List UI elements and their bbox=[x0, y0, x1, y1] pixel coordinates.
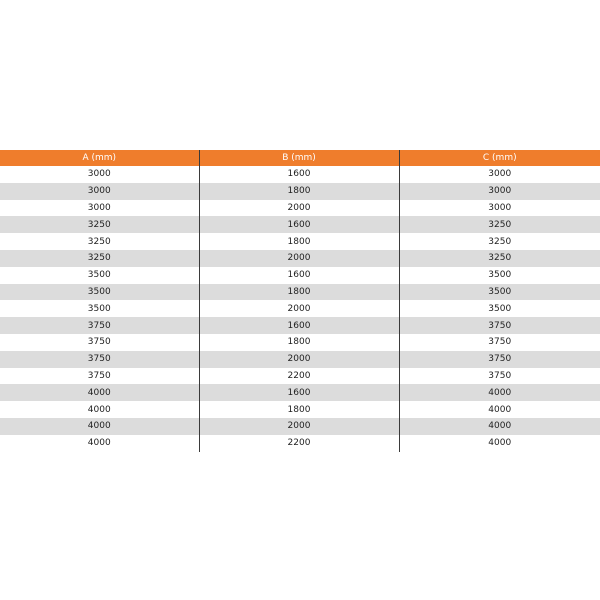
cell-b: 1600 bbox=[199, 384, 399, 401]
table-header bbox=[0, 150, 600, 166]
header-b: B (mm) bbox=[199, 150, 399, 166]
cell-a: 4000 bbox=[0, 435, 199, 452]
cell-c: 3500 bbox=[399, 300, 600, 317]
cell-b: 2200 bbox=[199, 368, 399, 385]
table-row bbox=[0, 384, 600, 401]
table-row bbox=[0, 267, 600, 284]
cell-a: 3000 bbox=[0, 183, 199, 200]
cell-c: 3000 bbox=[399, 200, 600, 217]
table-row bbox=[0, 216, 600, 233]
cell-b: 1800 bbox=[199, 401, 399, 418]
cell-a: 3250 bbox=[0, 233, 199, 250]
cell-c: 3750 bbox=[399, 351, 600, 368]
table-row bbox=[0, 200, 600, 217]
cell-b: 1800 bbox=[199, 233, 399, 250]
cell-a: 4000 bbox=[0, 401, 199, 418]
cell-a: 3500 bbox=[0, 267, 199, 284]
cell-b: 1600 bbox=[199, 166, 399, 183]
cell-b: 2000 bbox=[199, 300, 399, 317]
cell-c: 3500 bbox=[399, 284, 600, 301]
table-row bbox=[0, 166, 600, 183]
cell-c: 4000 bbox=[399, 401, 600, 418]
cell-b: 1800 bbox=[199, 334, 399, 351]
cell-c: 3250 bbox=[399, 216, 600, 233]
header-a: A (mm) bbox=[0, 150, 199, 166]
table-row bbox=[0, 368, 600, 385]
cell-b: 2200 bbox=[199, 435, 399, 452]
cell-b: 2000 bbox=[199, 351, 399, 368]
header-c: C (mm) bbox=[399, 150, 600, 166]
cell-a: 3000 bbox=[0, 166, 199, 183]
cell-b: 1600 bbox=[199, 267, 399, 284]
table-row bbox=[0, 233, 600, 250]
cell-c: 3250 bbox=[399, 250, 600, 267]
cell-b: 2000 bbox=[199, 418, 399, 435]
header-row bbox=[0, 150, 600, 166]
table-body bbox=[0, 166, 600, 452]
cell-a: 3250 bbox=[0, 250, 199, 267]
cell-b: 2000 bbox=[199, 200, 399, 217]
cell-c: 3000 bbox=[399, 166, 600, 183]
cell-a: 3750 bbox=[0, 334, 199, 351]
table-row bbox=[0, 300, 600, 317]
cell-b: 1800 bbox=[199, 284, 399, 301]
cell-b: 1600 bbox=[199, 317, 399, 334]
cell-c: 3250 bbox=[399, 233, 600, 250]
table-row bbox=[0, 250, 600, 267]
cell-a: 3250 bbox=[0, 216, 199, 233]
cell-c: 3750 bbox=[399, 368, 600, 385]
cell-b: 1800 bbox=[199, 183, 399, 200]
dimensions-table bbox=[0, 150, 600, 452]
cell-a: 3500 bbox=[0, 284, 199, 301]
table-row bbox=[0, 401, 600, 418]
cell-c: 3750 bbox=[399, 317, 600, 334]
table-row bbox=[0, 435, 600, 452]
cell-c: 3000 bbox=[399, 183, 600, 200]
table-row bbox=[0, 317, 600, 334]
cell-a: 4000 bbox=[0, 418, 199, 435]
table-row bbox=[0, 418, 600, 435]
cell-c: 4000 bbox=[399, 435, 600, 452]
table-row bbox=[0, 351, 600, 368]
cell-a: 3750 bbox=[0, 317, 199, 334]
cell-c: 4000 bbox=[399, 418, 600, 435]
table-row bbox=[0, 183, 600, 200]
cell-b: 1600 bbox=[199, 216, 399, 233]
table-row bbox=[0, 334, 600, 351]
cell-a: 3500 bbox=[0, 300, 199, 317]
cell-a: 3750 bbox=[0, 368, 199, 385]
cell-a: 3000 bbox=[0, 200, 199, 217]
cell-c: 3750 bbox=[399, 334, 600, 351]
cell-c: 3500 bbox=[399, 267, 600, 284]
cell-a: 4000 bbox=[0, 384, 199, 401]
cell-a: 3750 bbox=[0, 351, 199, 368]
table-row bbox=[0, 284, 600, 301]
cell-c: 4000 bbox=[399, 384, 600, 401]
cell-b: 2000 bbox=[199, 250, 399, 267]
